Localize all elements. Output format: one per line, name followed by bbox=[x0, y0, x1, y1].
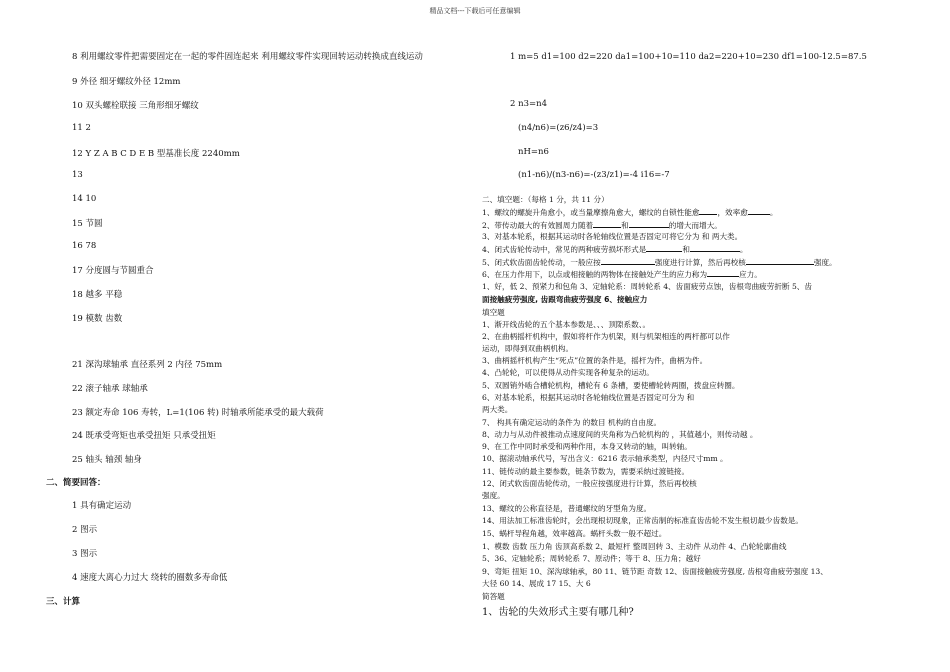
blank-line bbox=[629, 219, 669, 228]
blank-line bbox=[690, 243, 740, 252]
fill-question: 2、在曲柄摇杆机构中，假如将杆作为机架，则与机架相连的两杆都可以作 bbox=[482, 332, 730, 341]
answer-line: 9 外径 细牙螺纹外径 12mm bbox=[72, 77, 181, 87]
answer-line: 14 10 bbox=[72, 194, 97, 204]
section-heading: 二、简要回答： bbox=[46, 478, 106, 488]
fill-question bbox=[482, 268, 762, 280]
fill-question: 1、渐开线齿轮的五个基本参数是、、、顶隙系数、。 bbox=[482, 320, 651, 329]
blank-line bbox=[699, 206, 717, 215]
fill-question bbox=[482, 206, 777, 218]
fill-question: 4、凸轮轮，可以使得从动件实现各种复杂的运动。 bbox=[482, 368, 654, 377]
section-heading: 二、填空题：（每格 1 分，共 11 分） bbox=[482, 195, 609, 204]
answer-line: 24 既承受弯矩也承受扭矩 只承受扭矩 bbox=[72, 431, 216, 441]
fill-question bbox=[482, 243, 748, 255]
short-answer-line: 2 图示 bbox=[72, 525, 98, 535]
short-question: 1、齿轮的失效形式主要有哪几种? bbox=[482, 607, 634, 618]
answer-line: 19 模数 齿数 bbox=[72, 314, 123, 324]
answer-key-line: 1、好，低 2、预紧力和包角 3、定轴轮系：周转轮系 4、齿面疲劳点蚀，齿根弯曲疲劳折断 5、齿 bbox=[482, 282, 812, 291]
answer-line: 12 Y Z A B C D E B 型基准长度 2240mm bbox=[72, 149, 240, 159]
question-text: 5、闭式软齿面齿轮传动，一般应按 bbox=[482, 258, 601, 267]
fill-question: 13、螺纹的公称直径是，普通螺纹的牙型角为度。 bbox=[482, 504, 652, 513]
fill-question: 3、对基本轮系，根据其运动时各轮轴线位置是否固定可将它分为 和 两大类。 bbox=[482, 232, 743, 241]
fill-question: 6、对基本轮系，根据其运动时各轮轴线位置是否固定可分为 和 bbox=[482, 393, 695, 402]
calc-line: (n1-n6)/(n3-n6)=-(z3/z1)=-4 i16=-7 bbox=[518, 170, 670, 180]
question-text: 4、闭式齿轮传动中，常见的两种疲劳损坏形式是 bbox=[482, 245, 647, 254]
section-heading: 三、计算 bbox=[46, 597, 81, 607]
fill-question: 15、蜗杆导程角越，效率越高。蜗杆头数一般不超过。 bbox=[482, 529, 667, 538]
section-heading: 简答题 bbox=[482, 592, 505, 601]
fill-question: 强度。 bbox=[482, 491, 505, 500]
answer-key-line: 面接触疲劳强度, 齿跟弯曲疲劳强度 6、接触应力 bbox=[482, 295, 648, 304]
fill-question: 5、双圆销外啮合槽轮机构，槽轮有 6 条槽，要使槽轮转两圈，拨盘应转圈。 bbox=[482, 381, 740, 390]
blank-line bbox=[746, 256, 814, 265]
question-text: 应力。 bbox=[739, 270, 762, 279]
answer-line: 17 分度圆与节圆重合 bbox=[72, 266, 154, 276]
question-text: 强度。 bbox=[813, 258, 837, 267]
fill-question bbox=[482, 256, 837, 268]
answer-line: 10 双头螺栓联接 三角形细牙螺纹 bbox=[72, 101, 199, 111]
fill-question: 两大类。 bbox=[482, 405, 513, 414]
calc-line: (n4/n6)=(z6/z4)=3 bbox=[518, 123, 599, 133]
question-text: 。 bbox=[769, 208, 778, 217]
fill-question: 12、闭式软齿面齿轮传动，一般应按强度进行计算，然后再校核 bbox=[482, 479, 697, 488]
answer-line: 13 bbox=[72, 170, 83, 180]
question-text: ，效率愈 bbox=[717, 208, 748, 217]
page-header: 精品文档---下载后可任意编辑 bbox=[429, 7, 521, 15]
fill-question: 9、在工作中同时承受和两种作用，本身又转动的轴，叫转轴。 bbox=[482, 442, 692, 451]
short-answer-line: 1 具有确定运动 bbox=[72, 501, 132, 511]
question-text: 和 bbox=[621, 221, 629, 230]
fill-question: 10、据滚动轴承代号，写出含义：6216 表示轴承类型，内径尺寸mm 。 bbox=[482, 454, 728, 463]
calc-line: nH=n6 bbox=[518, 147, 549, 157]
answer-line: 23 额定寿命 106 寿转，L=1(106 转) 时轴承所能承受的最大载荷 bbox=[72, 408, 324, 418]
answer-key-line: 大径 60 14、展成 17 15、大 6 bbox=[482, 579, 591, 588]
answer-line: 15 节圆 bbox=[72, 219, 103, 229]
calc-line: 1 m=5 d1=100 d2=220 da1=100+10=110 da2=220+10=230 df1=100-12.5=87.5 bbox=[510, 52, 867, 62]
blank-line bbox=[593, 219, 621, 228]
answer-line: 8 利用螺纹零件把需要固定在一起的零件固连起来 利用螺纹零件实现回转运动转换成直线运动 bbox=[72, 52, 423, 62]
question-text: 6、在压力作用下，以点或相接触的两物体在接触处产生的应力称为 bbox=[482, 270, 708, 279]
answer-key-line: 1、模数 齿数 压力角 齿顶高系数 2、最短杆 整周回转 3、主动件 从动件 4、凸轮轮廓曲线 bbox=[482, 542, 787, 551]
calc-line: 2 n3=n4 bbox=[510, 99, 547, 109]
fill-question: 3、曲柄摇杆机构产生“死点”位置的条件是，摇杆为件，曲柄为件。 bbox=[482, 356, 708, 365]
fill-question: 14、用法加工标准齿轮时，会出现根切现象，正常齿制的标准直齿齿轮不发生根切最少齿数是。 bbox=[482, 516, 804, 525]
section-heading: 填空题 bbox=[482, 308, 505, 317]
blank-line bbox=[707, 268, 739, 277]
blank-line bbox=[748, 206, 770, 215]
question-text: 。 bbox=[739, 245, 748, 254]
answer-line: 25 轴头 轴颈 轴身 bbox=[72, 455, 142, 465]
blank-line bbox=[601, 256, 655, 265]
short-answer-line: 3 图示 bbox=[72, 549, 98, 559]
fill-question: 11、链传动的最主要参数，链条节数为，需要采纳过渡链接。 bbox=[482, 467, 690, 476]
answer-key-line: 5、36、定轴轮系；周转轮系 7、原动件；等于 8、压力角；越好 bbox=[482, 554, 701, 563]
answer-line: 16 78 bbox=[72, 241, 97, 251]
answer-key-line: 9、弯矩 扭矩 10、深沟球轴承，80 11、链节距 奇数 12、齿面接触疲劳强度, 齿根弯曲疲劳强度 13、 bbox=[482, 567, 828, 576]
fill-question bbox=[482, 219, 722, 231]
blank-line bbox=[646, 243, 682, 252]
answer-line: 21 深沟球轴承 直径系列 2 内径 75mm bbox=[72, 360, 223, 370]
fill-question: 8、动力与从动件被推动点速度间的夹角称为凸轮机构的 ，其值越小，则传动越 。 bbox=[482, 430, 758, 439]
question-text: 2、带传动最大的有效圆周力随着 bbox=[482, 221, 594, 230]
answer-line: 11 2 bbox=[72, 123, 91, 133]
answer-line: 18 越多 平稳 bbox=[72, 290, 123, 300]
fill-question: 运动，即得到双曲柄机构。 bbox=[482, 344, 574, 353]
question-text: 的增大而增大。 bbox=[668, 221, 722, 230]
short-answer-line: 4 速度大离心力过大 绕转的圈数多寿命低 bbox=[72, 573, 228, 583]
fill-question: 7、 构具有确定运动的条件为 的数目 机构的自由度。 bbox=[482, 418, 662, 427]
question-text: 强度进行计算，然后再校核 bbox=[654, 258, 746, 267]
answer-line: 22 滚子轴承 球轴承 bbox=[72, 384, 148, 394]
question-text: 1、螺纹的螺旋升角愈小，或当量摩擦角愈大，螺纹的自锁性能愈 bbox=[482, 208, 700, 217]
question-text: 和 bbox=[682, 245, 690, 254]
